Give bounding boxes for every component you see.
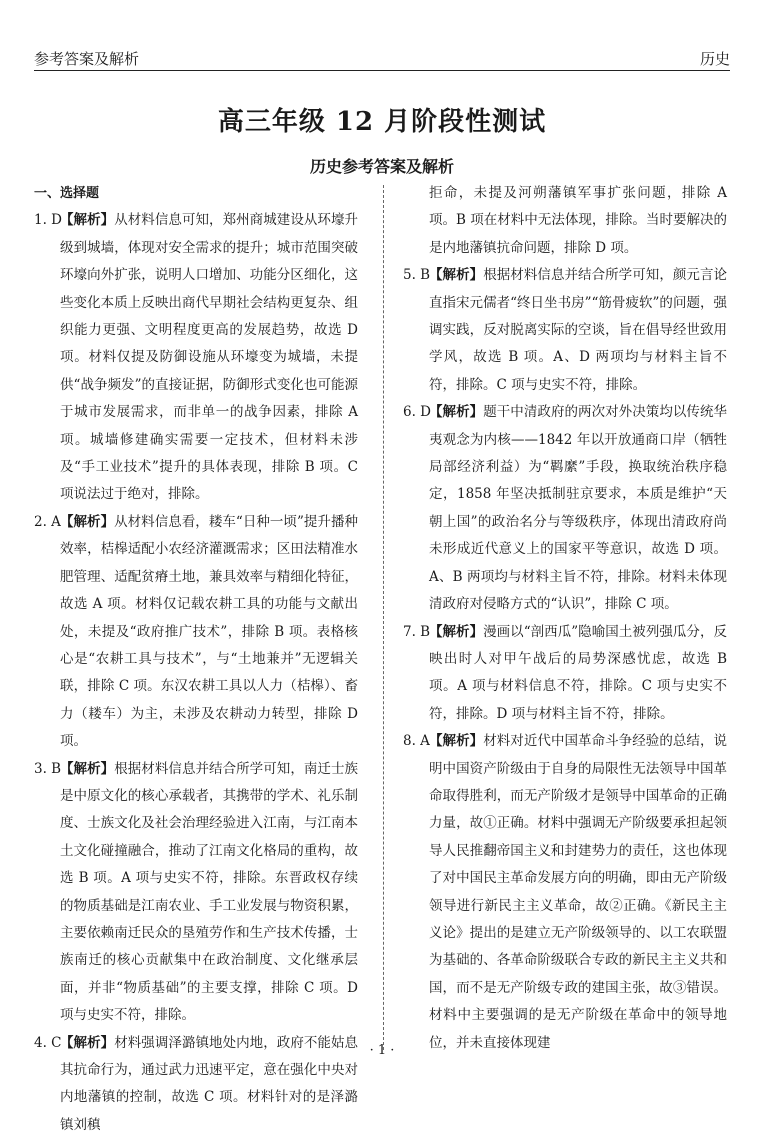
section-heading: 一、选择题 [34, 186, 100, 201]
answer-text: 漫画以“剖西瓜”隐喻国土被列强瓜分，反映出时人对甲午战后的局势深感忧虑，故选 B 项。A 项与材料信息不符，排除。C 项与史实不符，排除。D 项与材料主旨不符，排除。 [429, 623, 727, 722]
analysis-tag: 【解析】 [429, 623, 484, 640]
answer-item [403, 619, 727, 729]
answer-number: 4. C [34, 1034, 62, 1051]
right-column [403, 180, 727, 1057]
analysis-tag: 【解析】 [60, 513, 115, 530]
answer-item [34, 756, 358, 1030]
analysis-tag: 【解析】 [60, 1034, 115, 1051]
answer-text: 从材料信息看，耧车“日种一顷”提升播种效率，桔槔适配小农经济灌溉需求；区田法精准水肥管理、适配贫瘠土地，兼具效率与精细化特征，故选 A 项。材料仅记载农耕工具的功能与文献出处，未提及“政府推广技术”，排除 B 项。表格核心是“农耕工具与技术”，与“土地兼并”无逻辑关联，排除 C 项。东汉农耕工具以人力（桔槔）、畜力（耧车）为主，未涉及农耕动力转型，排除 D 项。 [60, 513, 358, 750]
answer-number: 7. B [403, 623, 431, 640]
analysis-tag: 【解析】 [429, 404, 484, 421]
left-column [34, 180, 358, 1139]
answer-item [34, 207, 358, 508]
answer-number: 6. D [403, 404, 431, 421]
answer-number: 8. A [403, 733, 430, 750]
answer-number: 2. A [34, 513, 61, 530]
answer-text: 材料对近代中国革命斗争经验的总结，说明中国资产阶级由于自身的局限性无法领导中国革命取得胜利，而无产阶级才是领导中国革命的正确力量，故①正确。材料中强调无产阶级要承担起领导人民推翻帝国主义和封建势力的责任，这也体现了对中国民主革命发展方向的明确，即由无产阶级领导进行新民主主义革命，故②正确。《新民主主义论》提出的是建立无产阶级领导的、以工农联盟为基础的、各革命阶级联合专政的新民主主义共和国，而不是无产阶级专政的建国主张，故③错误。材料中主要强调的是无产阶级在革命中的领导地位，并未直接体现建 [429, 733, 728, 1051]
analysis-tag: 【解析】 [429, 267, 484, 284]
answer-text: 题干中清政府的两次对外决策均以传统华夷观念为内核——1842 年以开放通商口岸（牺牲局部经济利益）为“羁縻”手段，换取统治秩序稳定，1858 年坚决抵制驻京要求，本质是维护“天朝上国”的政治名分与等级秩序，体现出清政府尚未形成近代意义上的国家平等意识，故选 D 项。A、B 两项均与材料主旨不符，排除。材料未体现清政府对侵略方式的“认识”，排除 C 项。 [429, 404, 728, 613]
answer-number: 5. B [403, 267, 431, 284]
answer-continuation: 拒命，未提及河朔藩镇军事扩张问题，排除 A 项。B 项在材料中无法体现，排除。当时要解决的是内地藩镇抗命问题，排除 D 项。 [429, 185, 727, 256]
header-left-label: 参考答案及解析 [34, 50, 140, 68]
answer-number: 3. B [34, 760, 62, 777]
answer-item [403, 399, 727, 618]
answer-item [34, 509, 358, 756]
answer-text: 材料强调泽潞镇地处内地，政府不能姑息其抗命行为，通过武力迅速平定，意在强化中央对内地藩镇的控制，故选 C 项。材料针对的是泽潞镇刘稹 [60, 1034, 359, 1133]
answer-item [403, 262, 727, 399]
page-subtitle: 历史参考答案及解析 [309, 157, 454, 176]
answer-number: 1. D [34, 212, 62, 229]
page-header [34, 42, 730, 71]
page-number: · 1 · [369, 1043, 395, 1058]
answer-text: 从材料信息可知，郑州商城建设从环壕升级到城墙，体现对安全需求的提升；城市范围突破环壕向外扩张，说明人口增加、功能分区细化，这些变化本质上反映出商代早期社会结构更复杂、组织能力更强、文明程度更高的发展趋势，故选 D 项。材料仅提及防御设施从环壕变为城墙，未提供“战争频发”的直接证据，防御形式变化也可能源于城市发展需求，而非单一的战争因素，排除 A 项。城墙修建确实需要一定技术，但材料未涉及“手工业技术”提升的具体表现，排除 B 项。C 项说法过于绝对，排除。 [60, 212, 359, 503]
page-title: 高三年级 12 月阶段性测试 [217, 107, 547, 137]
analysis-tag: 【解析】 [60, 212, 115, 229]
analysis-tag: 【解析】 [429, 733, 484, 750]
header-subject-label: 历史 [699, 50, 730, 68]
column-divider [383, 185, 384, 1050]
answer-text: 根据材料信息并结合所学可知，南迁士族是中原文化的核心承载者，其携带的学术、礼乐制度、士族文化及社会治理经验进入江南，与江南本土文化碰撞融合，推动了江南文化格局的重构，故选 B 项。A 项与史实不符，排除。东晋政权存续的物质基础是江南农业、手工业发展与物资积累，主要依赖南迁民众的垦殖劳作和生产技术传播，士族南迁的核心贡献集中在政治制度、文化继承层面，并非“物质基础”的主要支撑，排除 C 项。D 项与史实不符，排除。 [60, 760, 359, 1024]
answer-item [403, 728, 727, 1057]
analysis-tag: 【解析】 [60, 760, 115, 777]
answer-text: 根据材料信息并结合所学可知，颜元言论直指宋元儒者“终日坐书房”“筋骨疲软”的问题，强调实践，反对脱离实际的空谈，旨在倡导经世致用学风，故选 B 项。A、D 两项均与材料主旨不符，排除。C 项与史实不符，排除。 [429, 267, 728, 393]
